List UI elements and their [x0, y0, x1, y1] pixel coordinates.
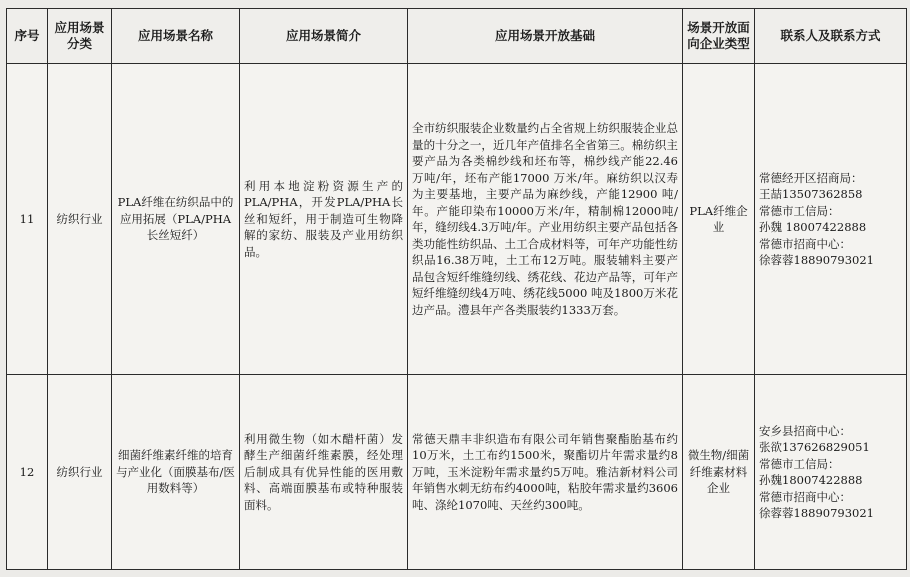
- header-name: 应用场景名称: [112, 9, 240, 64]
- cell-category: 纺织行业: [48, 375, 112, 570]
- header-seq: 序号: [7, 9, 48, 64]
- cell-target: 微生物/细菌纤维素材料企业: [683, 375, 755, 570]
- contact-line: 张欲137626829051: [759, 440, 870, 454]
- header-category: 应用场景分类: [48, 9, 112, 64]
- contact-line: 孙魏18007422888: [759, 473, 863, 487]
- cell-seq: 11: [7, 64, 48, 375]
- table-row: [7, 64, 907, 375]
- cell-intro: 利用本地淀粉资源生产的PLA/PHA，开发PLA/PHA长丝和短纤，用于制造可生物降解的家纺、服装及产业用纺织品。: [240, 64, 408, 375]
- contact-line: 徐蓉蓉18890793021: [759, 506, 874, 520]
- cell-contact: [755, 375, 907, 570]
- contact-line: 常德市工信局：: [759, 456, 840, 471]
- contact-line: 孙魏 18007422888: [759, 220, 867, 234]
- cell-intro: 利用微生物（如木醋杆菌）发酵生产细菌纤维素膜，经处理后制成具有优异性能的医用敷料、高端面膜基布或特种服装面料。: [240, 375, 408, 570]
- contact-line: 常德市工信局：: [759, 203, 840, 218]
- cell-target: PLA纤维企业: [683, 64, 755, 375]
- contact-line: 安乡县招商中心：: [759, 423, 851, 438]
- cell-category: 纺织行业: [48, 64, 112, 375]
- contact-line: 常德市招商中心：: [759, 236, 851, 251]
- header-contact: 联系人及联系方式: [755, 9, 907, 64]
- contact-line: 常德市招商中心：: [759, 489, 851, 504]
- contact-line: 徐蓉蓉18890793021: [759, 253, 874, 267]
- cell-seq: 12: [7, 375, 48, 570]
- cell-contact: [755, 64, 907, 375]
- cell-name: PLA纤维在纺织品中的应用拓展（PLA/PHA长丝短纤）: [112, 64, 240, 375]
- cell-basis: 全市纺织服装企业数量约占全省规上纺织服装企业总量的十分之一，近几年产值排名全省第三。棉纺织主要产品为各类棉纱线和坯布等，棉纱线产能22.46 万吨/年，坯布产能17000 万米/年。麻纺织以汉寿为主要基地，主要产品为麻纱线，产能12900 吨/年。产能印染布10000万米/年，精制棉12000吨/年，缝纫线4.3万吨/年。产业用纺织主要产品包括各类功能性纺织品、土工合成材料等，可年产功能性纺织品16.38万吨，土工布12万吨。服装辅料主要产品包含短纤维缝纫线、绣花线、花边产品等，可年产短纤维缝纫线4万吨、绣花线5000 吨及1800万米花边产品。澧县年产各类服装约1333万套。: [408, 64, 683, 375]
- cell-name: 细菌纤维素纤维的培育与产业化（面膜基布/医用数料等）: [112, 375, 240, 570]
- contact-line: 王喆13507362858: [759, 187, 863, 201]
- table-row: [7, 375, 907, 570]
- document-sheet: [6, 8, 907, 570]
- application-scenario-table: [6, 8, 907, 570]
- header-target: 场景开放面向企业类型: [683, 9, 755, 64]
- header-intro: 应用场景简介: [240, 9, 408, 64]
- contact-line: 常德经开区招商局：: [759, 170, 863, 185]
- cell-basis: 常德天鼎丰非织造布有限公司年销售聚酯胎基布约10万米，土工布约1500米，聚酯切片年需求量约8万吨，玉米淀粉年需求量约5万吨。雅洁新材料公司年销售水刺无纺布约4000吨，粘胶年需求量约3606吨、涤纶1070吨、天丝约300吨。: [408, 375, 683, 570]
- header-basis: 应用场景开放基础: [408, 9, 683, 64]
- header-row: [7, 9, 907, 64]
